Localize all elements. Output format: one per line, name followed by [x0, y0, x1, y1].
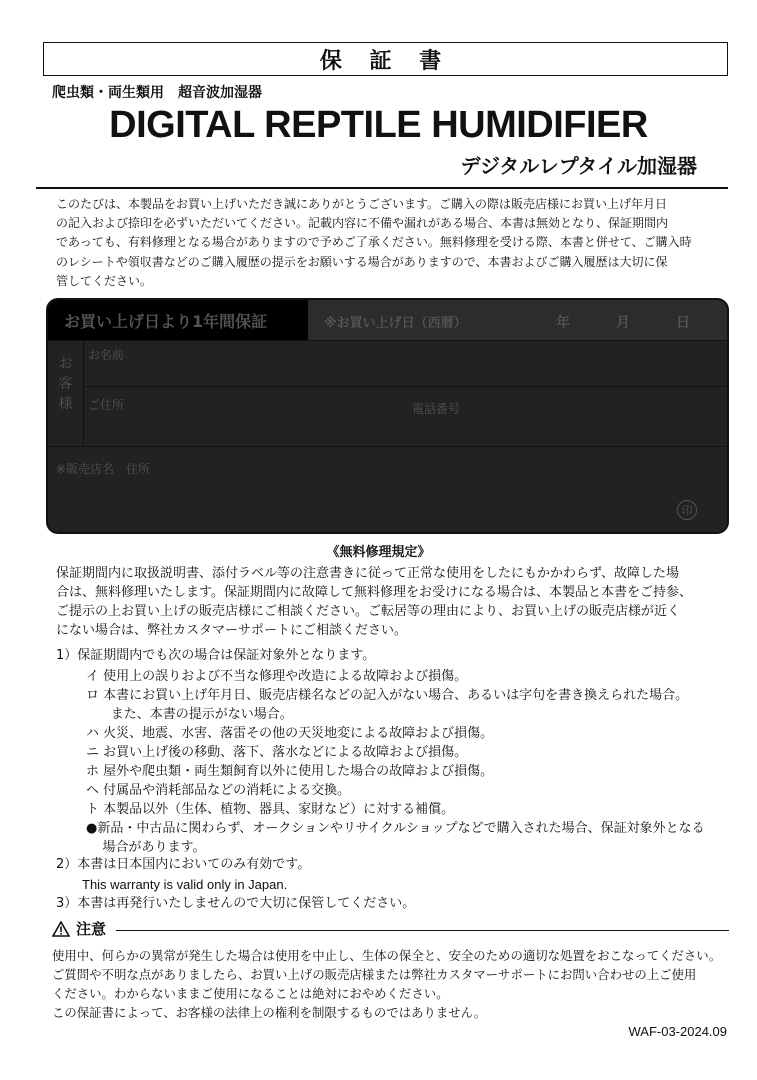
- rules-paragraph: [56, 564, 721, 640]
- intro-line: このたびは、本製品をお買い上げいただき誠にありがとうございます。ご購入の際は販売店様にお買い上げ年月日: [56, 197, 668, 211]
- caution-divider: [116, 930, 729, 931]
- caution-line: 使用中、何らかの異常が発生した場合は使用を中止し、生体の保全と、安全のための適切な処置をおこなってください。: [52, 948, 722, 963]
- exclusion-item: 場合があります。: [86, 840, 206, 855]
- free-repair-heading: 《無料修理規定》: [326, 545, 431, 560]
- rules-line: 合は、無料修理いたします。保証期間内に故障して無料修理をお受けになる場合は、本製品と本書をご持参、: [56, 585, 692, 600]
- intro-line: であっても、有料修理となる場合がありますので予めご了承ください。無料修理を受ける際、本書と併せて、ご購入時: [56, 235, 692, 250]
- warranty-card: [46, 298, 729, 534]
- intro-text: [56, 195, 721, 291]
- document-code: WAF-03-2024.09: [628, 1024, 727, 1039]
- phone-label: 電話番号: [412, 402, 461, 416]
- exclusion-item: ロ 本書にお買い上げ年月日、販売店様名などの記入がない場合、あるいは字句を書き換えられた場合。: [86, 688, 689, 703]
- rule-item-2-english: This warranty is valid only in Japan.: [82, 877, 288, 892]
- product-name: DIGITAL REPTILE HUMIDIFIER: [109, 104, 648, 146]
- caution-line: ご質問や不明な点がありましたら、お買い上げの販売店様または弊社カスタマーサポートにお問い合わせの上ご使用: [52, 967, 697, 982]
- warranty-title-box: [43, 42, 728, 76]
- rules-line: ご提示の上お買い上げの販売店様にご相談ください。ご転居等の理由により、お買い上げの販売店様が近く: [56, 604, 681, 619]
- caution-line: ください。わからないままご使用になることは絶対におやめください。: [52, 986, 449, 1001]
- rule-item-1: 1）保証期間内でも次の場合は保証対象外となります。: [56, 648, 376, 663]
- warranty-title: 保 証 書: [319, 48, 452, 74]
- exclusion-item: ニ お買い上げ後の移動、落下、落水などによる故障および損傷。: [86, 745, 468, 760]
- customer-column: [48, 340, 84, 446]
- customer-char: 様: [58, 396, 73, 412]
- rules-line: にない場合は、弊社カスタマーサポートにご相談ください。: [56, 623, 408, 638]
- warning-icon: [52, 921, 70, 937]
- day-label: 日: [676, 315, 690, 331]
- address-label: ご住所: [88, 398, 125, 412]
- caution-heading-row: [52, 918, 106, 939]
- intro-line: の記入および捺印を必ずいただいてください。記載内容に不備や漏れがある場合、本書は無効となり、保証期間内: [56, 216, 669, 231]
- header-divider: [36, 187, 728, 189]
- month-label: 月: [616, 315, 630, 331]
- caution-text: [52, 946, 742, 1022]
- purchase-date-label: ※お買い上げ日（西暦）: [324, 316, 467, 331]
- intro-line: のレシートや領収書などのご購入履歴の提示をお願いする場合がありますので、本書およびご購入履歴は大切に保: [56, 254, 668, 269]
- caution-line: この保証書によって、お客様の法律上の権利を制限するものではありません。: [52, 1005, 487, 1020]
- customer-row-divider: [48, 446, 727, 447]
- name-row-divider: [84, 386, 727, 387]
- exclusion-item: ト 本製品以外（生体、植物、器具、家財など）に対する補償。: [86, 802, 455, 817]
- rule-item-2: 2）本書は日本国内においてのみ有効です。: [56, 857, 311, 872]
- shop-label: ※販売店名 住所: [56, 462, 151, 476]
- intro-line: 管してください。: [56, 273, 153, 288]
- product-category: 爬虫類・両生類用 超音波加湿器: [52, 85, 262, 101]
- rule-item-3: 3）本書は再発行いたしませんので大切に保管してください。: [56, 896, 416, 911]
- exclusion-item: ●新品・中古品に関わらず、オークションやリサイクルショップなどで購入された場合、保証対象外となる: [86, 821, 705, 836]
- product-name-jp: デジタルレプタイル加湿器: [460, 154, 697, 178]
- exclusion-item: また、本書の提示がない場合。: [86, 707, 293, 722]
- seal-mark: 印: [677, 500, 697, 520]
- warranty-period-title: お買い上げ日より1年間保証: [48, 300, 308, 340]
- year-label: 年: [556, 315, 570, 331]
- name-label: お名前: [88, 348, 125, 362]
- exclusion-item: ハ 火災、地震、水害、落雷その他の天災地変による故障および損傷。: [86, 726, 494, 741]
- exclusion-list: [86, 667, 736, 857]
- customer-char: お: [58, 356, 73, 372]
- exclusion-item: ヘ 付属品や消耗部品などの消耗による交換。: [86, 783, 351, 798]
- exclusion-item: ホ 屋外や爬虫類・両生類飼育以外に使用した場合の故障および損傷。: [86, 764, 494, 779]
- caution-heading: 注意: [76, 920, 107, 938]
- rules-line: 保証期間内に取扱説明書、添付ラベル等の注意書きに従って正常な使用をしたにもかかわらず、故障した場: [56, 566, 679, 581]
- customer-char: 客: [58, 376, 73, 392]
- exclusion-item: イ 使用上の誤りおよび不当な修理や改造による故障および損傷。: [86, 669, 468, 684]
